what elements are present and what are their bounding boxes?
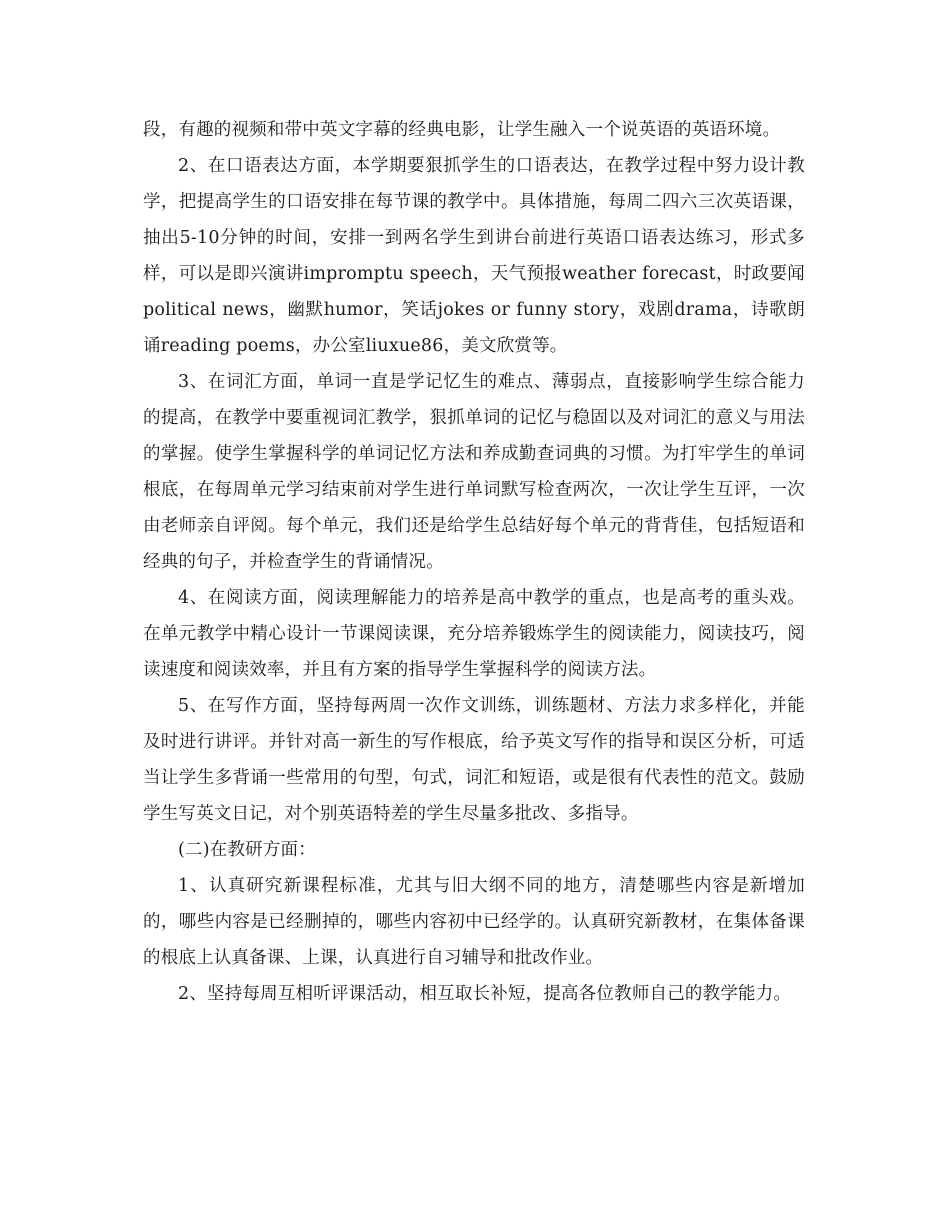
paragraph-continuation: 段，有趣的视频和带中英文字幕的经典电影，让学生融入一个说英语的英语环境。 — [143, 120, 781, 140]
paragraph-writing: 5、在写作方面，坚持每两周一次作文训练，训练题材、方法力求多样化，并能及时进行讲评。并针对高一新生的写作根底，给予英文写作的指导和误区分析，可适当让学生多背诵一些常用的句型，句式，词汇和短语，或是很有代表性的范文。鼓励学生写英文日记，对个别英语特差的学生尽量多批改、多指导。 — [143, 696, 805, 824]
paragraph-curriculum-study: 1、认真研究新课程标准，尤其与旧大纲不同的地方，清楚哪些内容是新增加的，哪些内容是已经删掉的，哪些内容初中已经学的。认真研究新教材，在集体备课的根底上认真备课、上课，认真进行自习辅导和批改作业。 — [143, 876, 805, 968]
paragraph-peer-review: 2、坚持每周互相听评课活动，相互取长补短，提高各位教师自己的教学能力。 — [178, 984, 792, 1004]
section-heading-teaching-research: (二)在教研方面： — [178, 840, 316, 860]
paragraph-vocabulary: 3、在词汇方面，单词一直是学记忆生的难点、薄弱点，直接影响学生综合能力的提高，在教学中要重视词汇教学，狠抓单词的记忆与稳固以及对词汇的意义与用法的掌握。使学生掌握科学的单词记忆方法和养成勤查词典的习惯。为打牢学生的单词根底，在每周单元学习结束前对学生进行单词默写检查两次，一次让学生互评，一次由老师亲自评阅。每个单元，我们还是给学生总结好每个单元的背背佳，包括短语和经典的句子，并检查学生的背诵情况。 — [143, 372, 805, 572]
paragraph-oral-expression: 2、在口语表达方面，本学期要狠抓学生的口语表达，在教学过程中努力设计教学，把提高学生的口语安排在每节课的教学中。具体措施，每周二四六三次英语课，抽出5-10分钟的时间，安排一到两名学生到讲台前进行英语口语表达练习，形式多样，可以是即兴演讲impromptu speech，天气预报weather forecast，时政要闻political news，幽默humor，笑话jokes or funny story，戏剧drama，诗歌朗诵reading poems，办公室liuxue86，美文欣赏等。 — [143, 156, 805, 356]
paragraph-reading: 4、在阅读方面，阅读理解能力的培养是高中教学的重点，也是高考的重头戏。在单元教学中精心设计一节课阅读课，充分培养锻炼学生的阅读能力，阅读技巧，阅读速度和阅读效率，并且有方案的指导学生掌握科学的阅读方法。 — [143, 588, 805, 680]
document-body — [143, 112, 805, 1012]
